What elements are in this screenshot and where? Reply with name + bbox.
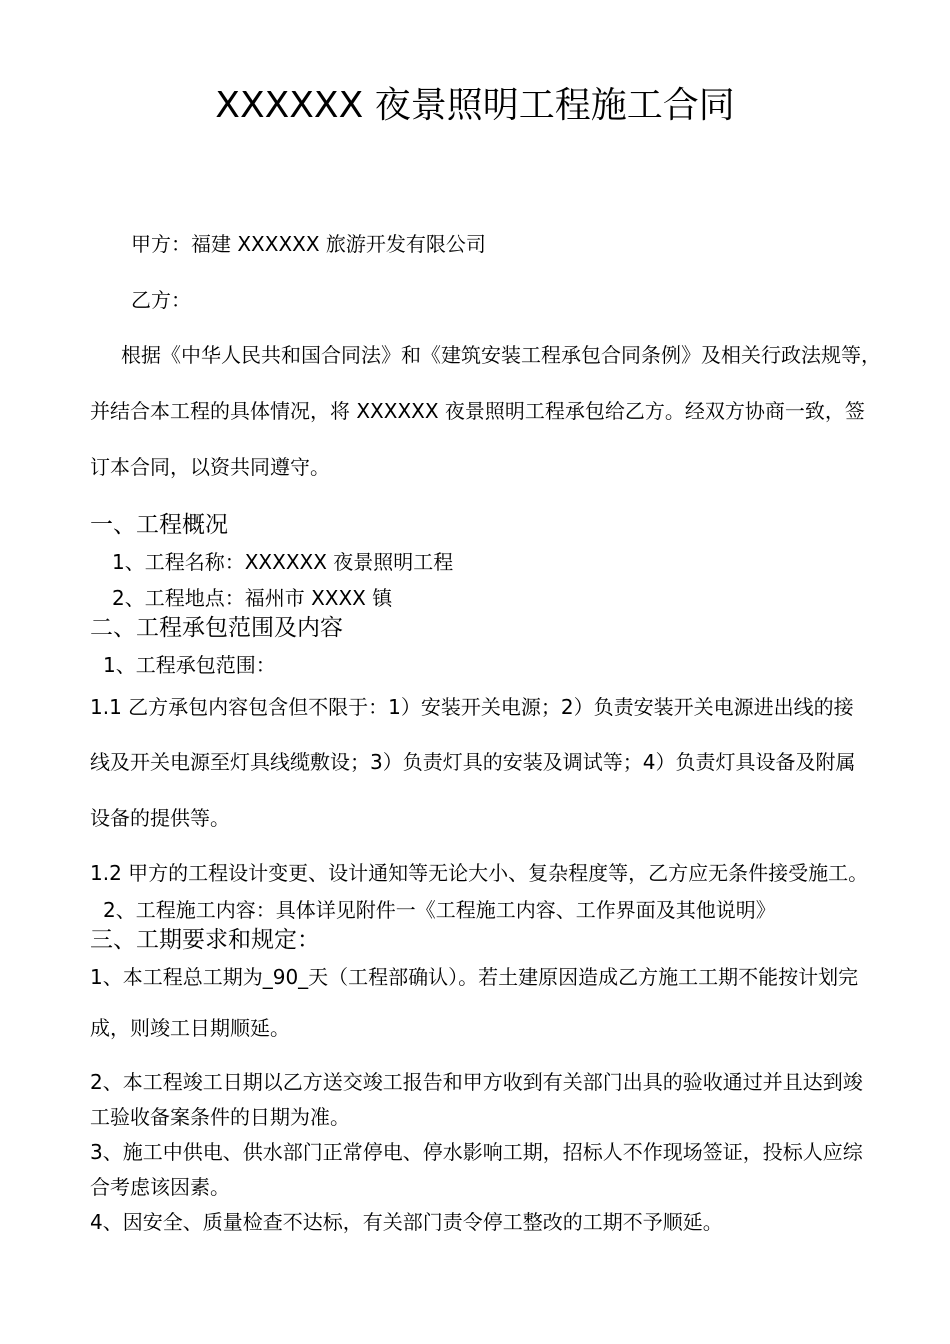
clause-1-1-line-1: 1.1 乙方承包内容包含但不限于：1）安装开关电源；2）负责安装开关电源进出线的接 — [90, 695, 854, 719]
schedule-item-1-line-2: 成，则竣工日期顺延。 — [90, 1016, 290, 1040]
clause-1-1-line-3: 设备的提供等。 — [90, 806, 230, 830]
schedule-item-3-line-2: 合考虑该因素。 — [90, 1175, 230, 1199]
project-name: 1、工程名称：XXXXXX 夜景照明工程 — [112, 550, 454, 574]
schedule-item-3-line-1: 3、施工中供电、供水部门正常停电、停水影响工期，招标人不作现场签证，投标人应综 — [90, 1140, 863, 1164]
schedule-item-4: 4、因安全、质量检查不达标，有关部门责令停工整改的工期不予顺延。 — [90, 1210, 723, 1234]
party-a: 甲方：福建 XXXXXX 旅游开发有限公司 — [131, 232, 486, 256]
scope-subheading: 1、工程承包范围： — [103, 653, 276, 677]
clause-1-1-line-2: 线及开关电源至灯具线缆敷设；3）负责灯具的安装及调试等；4）负责灯具设备及附属 — [90, 750, 856, 774]
party-b: 乙方： — [131, 288, 191, 312]
section-heading-overview: 一、工程概况 — [90, 512, 228, 538]
document-title: XXXXXX 夜景照明工程施工合同 — [215, 85, 735, 126]
intro-line-3: 订本合同，以资共同遵守。 — [90, 455, 330, 479]
project-location: 2、工程地点：福州市 XXXX 镇 — [112, 586, 393, 610]
intro-line-1: 根据《中华人民共和国合同法》和《建筑安装工程承包合同条例》及相关行政法规等， — [121, 343, 881, 367]
schedule-item-2-line-1: 2、本工程竣工日期以乙方送交竣工报告和甲方收到有关部门出具的验收通过并且达到竣 — [90, 1070, 863, 1094]
clause-1-2: 1.2 甲方的工程设计变更、设计通知等无论大小、复杂程度等，乙方应无条件接受施工。 — [90, 861, 869, 885]
section-heading-scope: 二、工程承包范围及内容 — [90, 615, 343, 641]
schedule-item-2-line-2: 工验收备案条件的日期为准。 — [90, 1105, 350, 1129]
schedule-item-1-line-1: 1、本工程总工期为_90_天（工程部确认）。若土建原因造成乙方施工工期不能按计划完 — [90, 965, 859, 989]
section-heading-schedule: 三、工期要求和规定： — [90, 927, 320, 953]
construction-content: 2、工程施工内容：具体详见附件一《工程施工内容、工作界面及其他说明》 — [103, 898, 776, 922]
intro-line-2: 并结合本工程的具体情况，将 XXXXXX 夜景照明工程承包给乙方。经双方协商一致，签 — [90, 399, 865, 423]
